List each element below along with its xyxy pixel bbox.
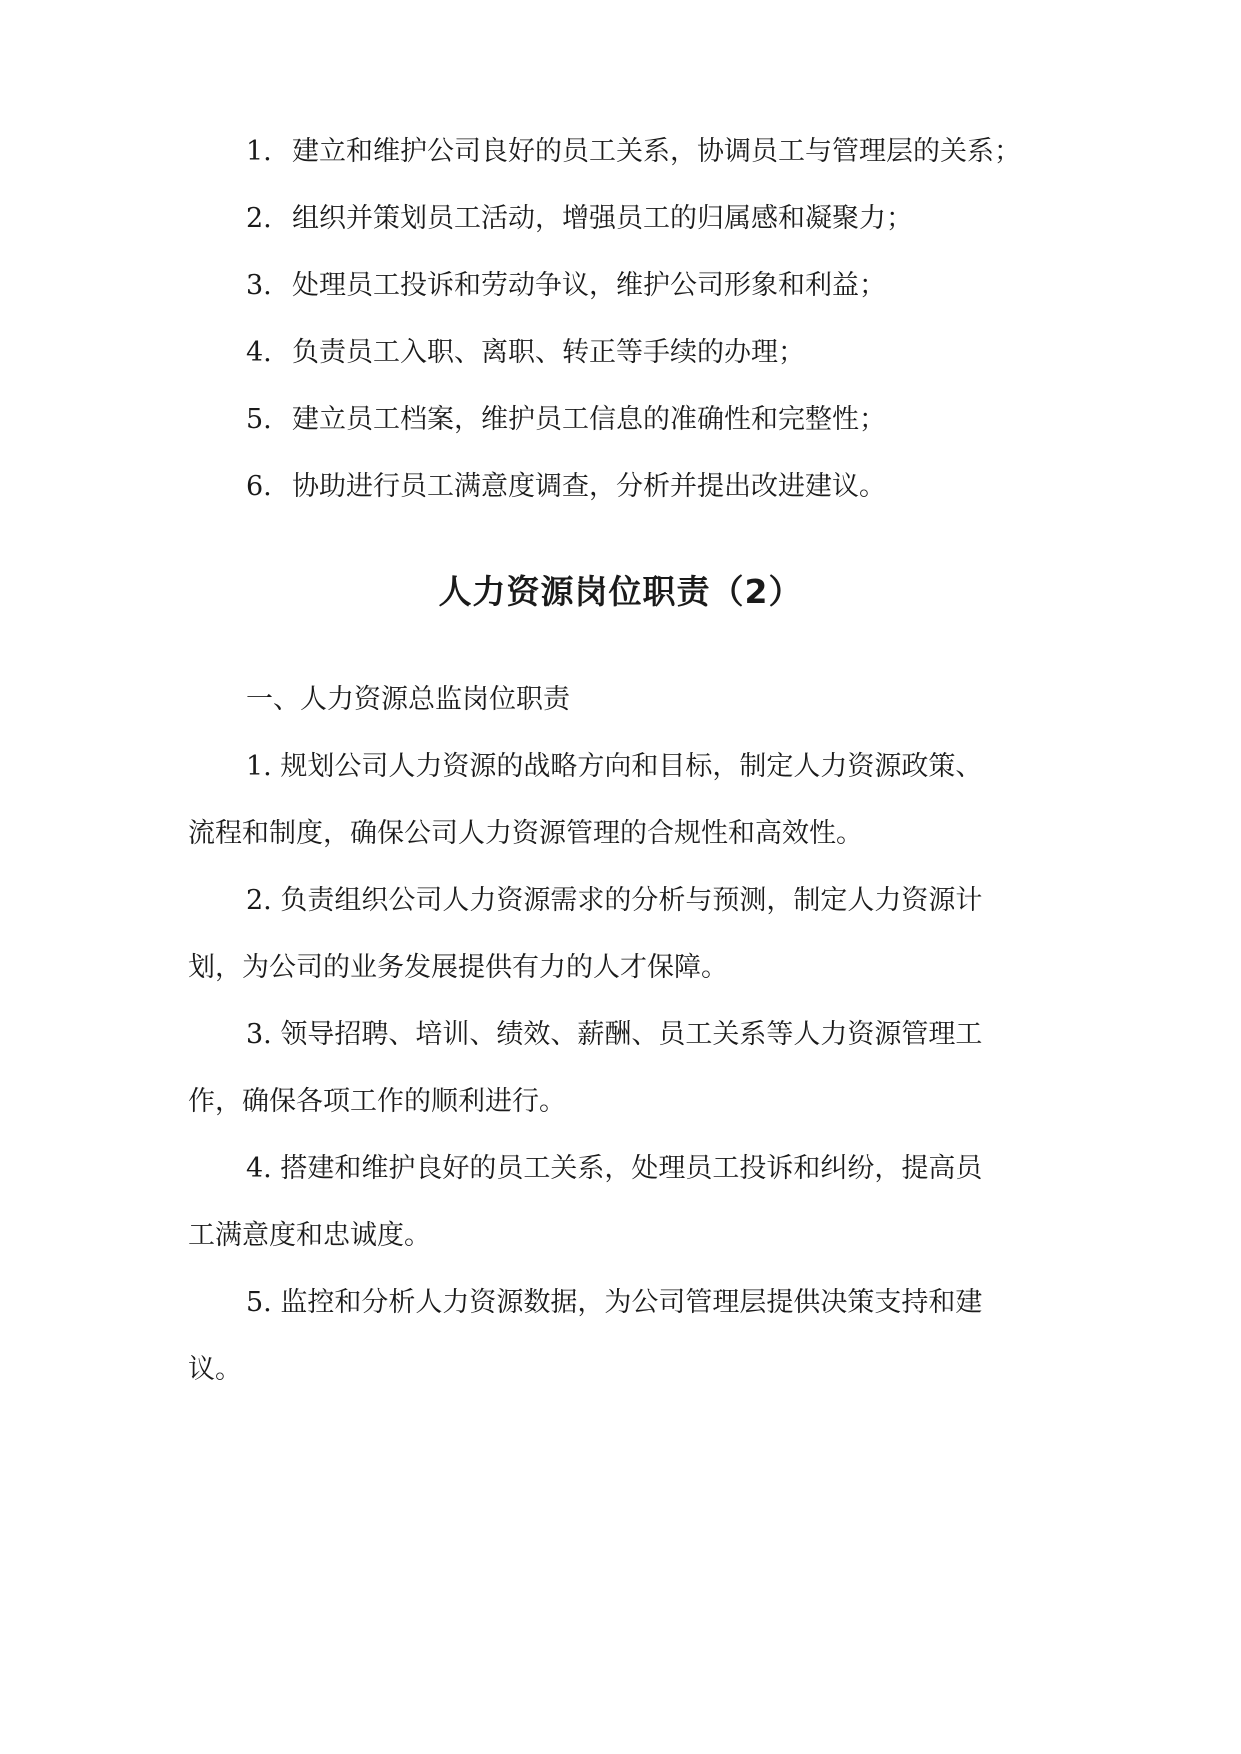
list-number: 1.: [246, 136, 272, 167]
list-text: 协助进行员工满意度调查，分析并提出改进建议。: [292, 471, 886, 502]
list-text: 处理员工投诉和劳动争议，维护公司形象和利益；: [292, 270, 886, 301]
paragraph-continuation: 议。: [188, 1354, 242, 1385]
paragraph-continuation: 工满意度和忠诚度。: [188, 1220, 431, 1251]
list-item: [246, 469, 1058, 505]
list-item: [246, 268, 1058, 304]
list-text: 建立和维护公司良好的员工关系，协调员工与管理层的关系；: [292, 136, 1021, 167]
list-number: 4.: [246, 337, 272, 368]
list-item: [246, 134, 1058, 170]
list-number: 5.: [246, 404, 272, 435]
list-item: [246, 335, 1058, 371]
paragraph-continuation: 划，为公司的业务发展提供有力的人才保障。: [188, 952, 728, 983]
paragraph-continuation: 流程和制度，确保公司人力资源管理的合规性和高效性。: [188, 818, 863, 849]
paragraph-first-line: 3. 领导招聘、培训、绩效、薪酬、员工关系等人力资源管理工: [246, 1019, 983, 1050]
paragraph-continuation: 作，确保各项工作的顺利进行。: [188, 1086, 566, 1117]
paragraph-first-line: 1. 规划公司人力资源的战略方向和目标，制定人力资源政策、: [246, 751, 983, 782]
list-text: 负责员工入职、离职、转正等手续的办理；: [292, 337, 805, 368]
paragraph-first-line: 2. 负责组织公司人力资源需求的分析与预测，制定人力资源计: [246, 885, 983, 916]
list-number: 6.: [246, 471, 272, 502]
section-heading: 人力资源岗位职责（2）: [438, 572, 803, 611]
list-item: [246, 402, 1058, 438]
list-text: 组织并策划员工活动，增强员工的归属感和凝聚力；: [292, 203, 913, 234]
list-number: 3.: [246, 270, 272, 301]
paragraph-first-line: 4. 搭建和维护良好的员工关系，处理员工投诉和纠纷，提高员: [246, 1153, 983, 1184]
paragraph-first-line: 5. 监控和分析人力资源数据，为公司管理层提供决策支持和建: [246, 1287, 983, 1318]
list-number: 2.: [246, 203, 272, 234]
list-text: 建立员工档案，维护员工信息的准确性和完整性；: [292, 404, 886, 435]
subsection-title: 一、人力资源总监岗位职责: [246, 684, 570, 715]
list-item: [246, 201, 1058, 237]
